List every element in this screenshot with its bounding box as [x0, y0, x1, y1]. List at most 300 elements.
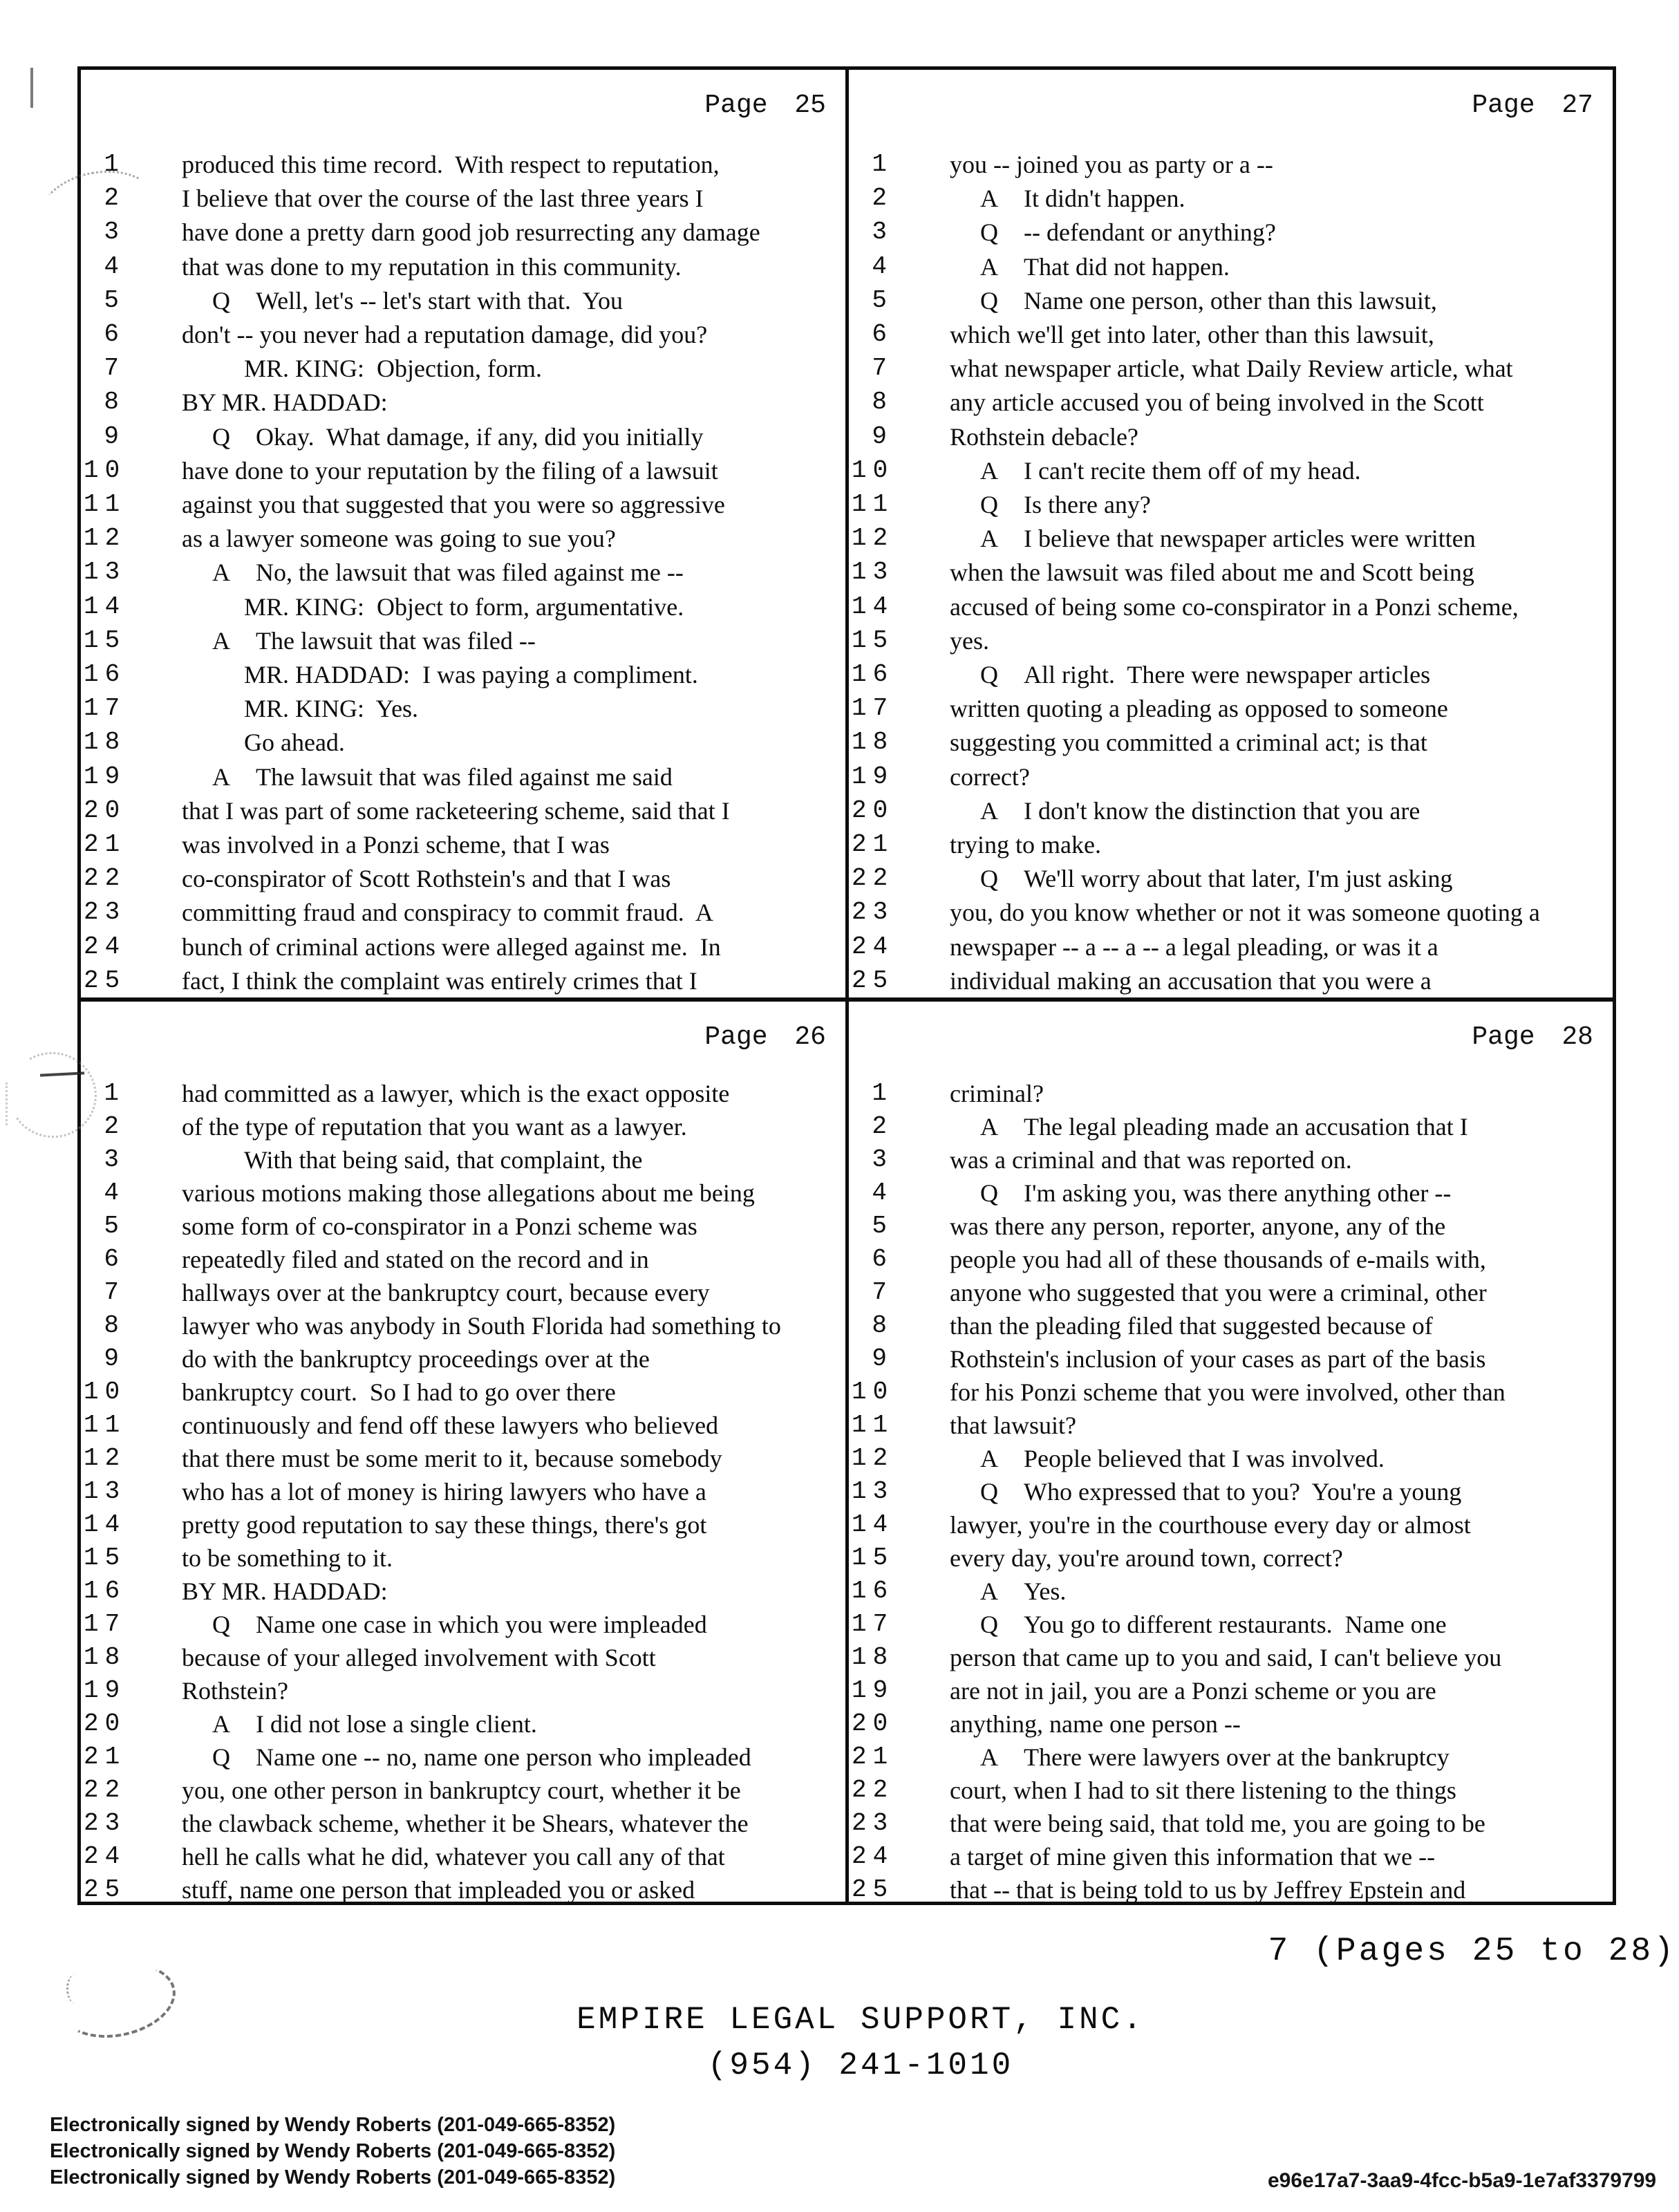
line-number: 17: [852, 694, 894, 723]
line-number: 25: [84, 1875, 126, 1904]
speaker-letter: A: [980, 1577, 998, 1605]
transcript-line: [849, 895, 1613, 930]
line-text: bunch of criminal actions were alleged against me. In: [182, 932, 721, 961]
line-number: 4: [872, 1179, 893, 1207]
transcript-line: [81, 147, 845, 182]
transcript-line: [81, 760, 845, 794]
transcript-line: [81, 1309, 845, 1343]
page-27-header: Page 27: [1472, 91, 1593, 120]
transcript-line: [849, 827, 1613, 862]
line-number: 23: [852, 1809, 894, 1837]
transcript-line: [81, 1076, 845, 1111]
transcript-line: [849, 1873, 1613, 1907]
line-text: what newspaper article, what Daily Review article, what: [950, 355, 1513, 383]
line-number: 16: [84, 660, 126, 688]
transcript-line: [81, 385, 845, 420]
speaker-letter: Q: [212, 1743, 230, 1771]
line-text: A There were lawyers over at the bankruptcy: [950, 1740, 1611, 1774]
line-number: 17: [852, 1610, 894, 1638]
line-number: 14: [84, 1510, 126, 1539]
line-text: pretty good reputation to say these things, there's got: [182, 1511, 707, 1539]
line-number: 24: [852, 932, 894, 961]
line-text: Q I'm asking you, was there anything other --: [950, 1176, 1611, 1210]
line-number: 20: [852, 796, 894, 825]
transcript-line: [81, 624, 845, 658]
transcript-four-up-grid: [77, 66, 1616, 1905]
line-number: 7: [872, 1278, 893, 1306]
transcript-line: [849, 1275, 1613, 1310]
transcript-line: [849, 250, 1613, 284]
line-text: do with the bankruptcy proceedings over at the: [182, 1345, 650, 1373]
speaker-letter: Q: [980, 491, 998, 518]
line-number: 19: [852, 762, 894, 791]
scan-artifact-loop: [53, 1953, 182, 2047]
line-number: 6: [104, 320, 125, 348]
speaker-letter: Q: [980, 1179, 998, 1207]
transcript-line: [81, 1375, 845, 1409]
line-text: A It didn't happen.: [950, 181, 1611, 216]
line-number: 24: [84, 1842, 126, 1871]
transcript-line: [849, 487, 1613, 522]
transcript-line: [81, 351, 845, 386]
line-number: 21: [84, 1743, 126, 1771]
page-26-header: Page 26: [704, 1022, 826, 1052]
line-text: A No, the lawsuit that was filed against me --: [182, 555, 844, 590]
line-number: 8: [104, 1311, 125, 1340]
line-text: committing fraud and conspiracy to commit fraud. A: [182, 899, 713, 927]
line-number: 6: [872, 1245, 893, 1273]
line-number: 20: [84, 796, 126, 825]
line-number: 10: [852, 456, 894, 485]
line-number: 13: [852, 558, 894, 587]
transcript-line: [849, 453, 1613, 488]
speaker-letter: Q: [980, 218, 998, 247]
transcript-line: [849, 657, 1613, 692]
transcript-line: [849, 1441, 1613, 1476]
transcript-line: [849, 1640, 1613, 1675]
transcript-line: [81, 1176, 845, 1210]
electronic-signature-line: Electronically signed by Wendy Roberts (201-049-665-8352): [50, 2114, 616, 2136]
line-number: 13: [84, 1477, 126, 1506]
speaker-letter: A: [980, 1743, 998, 1771]
transcript-line: [849, 385, 1613, 420]
line-text: A I don't know the distinction that you are: [950, 794, 1611, 828]
transcript-page-27: [849, 70, 1613, 997]
speaker-letter: A: [212, 762, 230, 791]
line-text: Q You go to different restaurants. Name one: [950, 1607, 1611, 1642]
transcript-line: [81, 1342, 845, 1376]
page-28-header: Page 28: [1472, 1022, 1593, 1052]
page-28-lines: [849, 1002, 1613, 1902]
transcript-line: [81, 1773, 845, 1808]
speaker-letter: Q: [212, 422, 230, 451]
line-text: A The legal pleading made an accusation that I: [950, 1109, 1611, 1144]
line-number: 21: [852, 830, 894, 859]
line-number: 11: [852, 1411, 894, 1439]
transcript-line: [849, 1143, 1613, 1177]
line-text: some form of co-conspirator in a Ponzi scheme was: [182, 1212, 697, 1240]
line-number: 23: [852, 898, 894, 927]
line-number: 11: [84, 1411, 126, 1439]
transcript-line: [81, 283, 845, 318]
line-text: are not in jail, you are a Ponzi scheme or you are: [950, 1677, 1436, 1705]
line-text: Q Name one case in which you were impleaded: [182, 1607, 844, 1642]
court-reporter-company: EMPIRE LEGAL SUPPORT, INC.: [576, 2002, 1145, 2038]
line-text: suggesting you committed a criminal act; is that: [950, 729, 1427, 757]
speaker-letter: Q: [980, 1611, 998, 1638]
line-number: 15: [84, 1544, 126, 1572]
line-text: Q We'll worry about that later, I'm just asking: [950, 861, 1611, 896]
line-text: With that being said, that complaint, the: [244, 1146, 643, 1174]
line-text: don't -- you never had a reputation damage, did you?: [182, 321, 708, 348]
line-number: 23: [84, 1809, 126, 1837]
line-text: that there must be some merit to it, because somebody: [182, 1445, 722, 1472]
transcript-line: [849, 420, 1613, 454]
line-number: 25: [852, 1875, 894, 1904]
speaker-letter: Q: [980, 865, 998, 893]
line-text: Q Okay. What damage, if any, did you initially: [182, 420, 844, 454]
transcript-line: [81, 420, 845, 454]
electronic-signature-line: Electronically signed by Wendy Roberts (201-049-665-8352): [50, 2140, 616, 2162]
line-text: A That did not happen.: [950, 250, 1611, 284]
line-number: 5: [104, 1212, 125, 1240]
line-number: 16: [852, 1577, 894, 1605]
line-number: 12: [84, 1444, 126, 1472]
line-number: 8: [104, 388, 125, 417]
line-number: 7: [104, 354, 125, 383]
line-number: 22: [852, 1776, 894, 1804]
line-text: criminal?: [950, 1080, 1044, 1107]
line-text: A People believed that I was involved.: [950, 1441, 1611, 1476]
line-text: Rothstein's inclusion of your cases as part of the basis: [950, 1345, 1486, 1373]
speaker-letter: Q: [212, 286, 230, 315]
transcript-line: [849, 181, 1613, 216]
transcript-line: [81, 1839, 845, 1874]
line-text: anyone who suggested that you were a criminal, other: [950, 1279, 1487, 1306]
line-text: of the type of reputation that you want as a lawyer.: [182, 1113, 687, 1141]
line-number: 6: [872, 320, 893, 348]
speaker-letter: A: [980, 252, 998, 281]
line-text: various motions making those allegations about me being: [182, 1179, 755, 1207]
transcript-line: [849, 1806, 1613, 1841]
line-text: yes.: [950, 626, 989, 655]
line-number: 15: [84, 626, 126, 655]
line-number: 8: [872, 1311, 893, 1340]
line-number: 1: [872, 150, 893, 178]
line-text: Go ahead.: [244, 729, 345, 757]
transcript-line: [849, 1839, 1613, 1874]
line-text: Q -- defendant or anything?: [950, 215, 1611, 250]
transcript-line: [849, 1740, 1613, 1774]
transcript-line: [81, 1143, 845, 1177]
line-text: was involved in a Ponzi scheme, that I was: [182, 831, 610, 859]
line-text: Rothstein?: [182, 1677, 288, 1705]
line-text: repeatedly filed and stated on the record and in: [182, 1246, 649, 1273]
transcript-line: [81, 1574, 845, 1609]
line-number: 25: [84, 966, 126, 995]
speaker-letter: A: [212, 559, 230, 587]
page-26-lines: [81, 1002, 845, 1902]
line-text: co-conspirator of Scott Rothstein's and that I was: [182, 865, 671, 893]
transcript-line: [849, 147, 1613, 182]
line-number: 2: [872, 1112, 893, 1141]
line-text: correct?: [950, 762, 1030, 791]
line-number: 24: [852, 1842, 894, 1871]
line-text: accused of being some co-conspirator in a Ponzi scheme,: [950, 592, 1519, 621]
transcript-line: [81, 1640, 845, 1675]
line-number: 22: [84, 1776, 126, 1804]
line-text: Rothstein debacle?: [950, 422, 1138, 451]
line-number: 18: [852, 1643, 894, 1671]
speaker-letter: A: [212, 626, 230, 655]
line-text: bankruptcy court. So I had to go over there: [182, 1378, 616, 1406]
transcript-line: [849, 1674, 1613, 1708]
transcript-line: [849, 215, 1613, 250]
transcript-line: [81, 1740, 845, 1774]
line-number: 24: [84, 932, 126, 961]
line-text: MR. KING: Objection, form.: [244, 355, 542, 383]
transcript-line: [849, 1076, 1613, 1111]
line-text: written quoting a pleading as opposed to someone: [950, 695, 1448, 723]
line-text: A I did not lose a single client.: [182, 1707, 844, 1741]
line-text: to be something to it.: [182, 1544, 393, 1572]
speaker-letter: Q: [980, 1478, 998, 1506]
line-text: individual making an accusation that you were a: [950, 966, 1432, 995]
line-text: than the pleading filed that suggested because of: [950, 1312, 1433, 1340]
transcript-line: [849, 521, 1613, 556]
transcript-line: [81, 1109, 845, 1144]
transcript-line: [849, 1209, 1613, 1244]
transcript-line: [81, 317, 845, 352]
transcript-line: [81, 521, 845, 556]
transcript-line: [81, 215, 845, 250]
transcript-line: [849, 1508, 1613, 1542]
transcript-line: [849, 725, 1613, 760]
sheet-page-label: 7 (Pages 25 to 28): [1268, 1933, 1676, 1970]
line-number: 1: [104, 1079, 125, 1107]
line-number: 14: [84, 592, 126, 621]
line-text: when the lawsuit was filed about me and Scott being: [950, 559, 1474, 587]
line-text: you -- joined you as party or a --: [950, 151, 1273, 178]
transcript-line: [81, 487, 845, 522]
transcript-line: [849, 861, 1613, 896]
line-text: court, when I had to sit there listening to the things: [950, 1777, 1456, 1804]
transcript-line: [81, 861, 845, 896]
transcript-line: [849, 317, 1613, 352]
transcript-line: [81, 1242, 845, 1277]
line-number: 25: [852, 966, 894, 995]
court-reporter-phone: (954) 241-1010: [707, 2047, 1014, 2083]
scan-artifact-edge-mark: [30, 68, 33, 108]
transcript-line: [81, 1275, 845, 1310]
line-number: 3: [872, 1145, 893, 1174]
line-number: 14: [852, 1510, 894, 1539]
transcript-page-28: [849, 1002, 1613, 1902]
line-text: every day, you're around town, correct?: [950, 1544, 1343, 1572]
speaker-letter: A: [980, 1113, 998, 1141]
page-25-header: Page 25: [704, 91, 826, 120]
electronic-signature-line: Electronically signed by Wendy Roberts (201-049-665-8352): [50, 2166, 616, 2188]
line-number: 16: [852, 660, 894, 688]
transcript-line: [849, 1474, 1613, 1509]
line-number: 4: [104, 1179, 125, 1207]
transcript-line: [81, 590, 845, 624]
line-text: continuously and fend off these lawyers who believed: [182, 1412, 719, 1439]
line-number: 22: [84, 864, 126, 893]
line-number: 5: [872, 285, 893, 315]
line-text: had committed as a lawyer, which is the exact opposite: [182, 1080, 730, 1107]
line-text: anything, name one person --: [950, 1710, 1241, 1738]
line-text: trying to make.: [950, 831, 1101, 859]
line-text: any article accused you of being involved in the Scott: [950, 388, 1484, 417]
speaker-letter: A: [980, 185, 998, 213]
line-number: 20: [852, 1709, 894, 1738]
line-text: that -- that is being told to us by Jeffrey Epstein and: [950, 1876, 1466, 1904]
transcript-line: [81, 1674, 845, 1708]
line-text: lawyer who was anybody in South Florida had something to: [182, 1312, 781, 1340]
speaker-letter: A: [980, 525, 998, 553]
line-text: BY MR. HADDAD:: [182, 1577, 388, 1605]
line-text: against you that suggested that you were so aggressive: [182, 491, 725, 518]
page-25-lines: [81, 70, 845, 997]
transcript-line: [81, 657, 845, 692]
line-number: 10: [852, 1378, 894, 1406]
line-text: Q Who expressed that to you? You're a young: [950, 1474, 1611, 1509]
line-number: 14: [852, 592, 894, 621]
line-number: 19: [84, 762, 126, 791]
line-text: a target of mine given this information that we --: [950, 1843, 1436, 1871]
line-text: A The lawsuit that was filed against me said: [182, 760, 844, 794]
line-number: 5: [104, 285, 125, 315]
line-text: for his Ponzi scheme that you were involved, other than: [950, 1378, 1506, 1406]
transcript-line: [849, 1541, 1613, 1575]
line-number: 3: [104, 218, 125, 247]
line-number: 9: [872, 422, 893, 451]
line-text: who has a lot of money is hiring lawyers who have a: [182, 1478, 706, 1506]
line-number: 22: [852, 864, 894, 893]
transcript-line: [849, 1309, 1613, 1343]
line-number: 9: [872, 1344, 893, 1373]
transcript-line: [81, 1873, 845, 1907]
speaker-letter: A: [212, 1710, 230, 1738]
line-text: MR. KING: Object to form, argumentative.: [244, 592, 684, 621]
line-text: hell he calls what he did, whatever you call any of that: [182, 1843, 725, 1871]
scan-artifact-dots: [6, 1082, 8, 1125]
line-text: person that came up to you and said, I can't believe you: [950, 1644, 1502, 1671]
line-number: 19: [84, 1676, 126, 1705]
line-text: A Yes.: [950, 1574, 1611, 1609]
transcript-line: [849, 1607, 1613, 1642]
line-number: 9: [104, 422, 125, 451]
line-number: 13: [84, 558, 126, 587]
speaker-letter: Q: [980, 661, 998, 688]
transcript-line: [849, 1707, 1613, 1741]
line-number: 18: [84, 1643, 126, 1671]
line-number: 10: [84, 1378, 126, 1406]
transcript-page-25: [81, 70, 845, 997]
transcript-line: [81, 1707, 845, 1741]
line-number: 15: [852, 1544, 894, 1572]
line-text: I believe that over the course of the last three years I: [182, 185, 704, 213]
line-text: Q Well, let's -- let's start with that. You: [182, 283, 844, 318]
transcript-line: [849, 1574, 1613, 1609]
line-number: 17: [84, 1610, 126, 1638]
transcript-line: [849, 794, 1613, 828]
line-text: have done a pretty darn good job resurrecting any damage: [182, 218, 760, 247]
line-text: A The lawsuit that was filed --: [182, 624, 844, 658]
line-number: 18: [84, 728, 126, 757]
transcript-line: [81, 1607, 845, 1642]
line-text: A I believe that newspaper articles were written: [950, 521, 1611, 556]
line-number: 2: [872, 184, 893, 213]
transcript-line: [849, 760, 1613, 794]
transcript-line: [849, 1176, 1613, 1210]
line-number: 3: [872, 218, 893, 247]
transcript-line: [81, 964, 845, 998]
line-number: 4: [104, 252, 125, 281]
transcript-line: [849, 1109, 1613, 1144]
line-number: 18: [852, 728, 894, 757]
transcript-line: [81, 691, 845, 726]
transcript-line: [849, 1408, 1613, 1443]
transcript-line: [849, 624, 1613, 658]
line-text: the clawback scheme, whether it be Shears, whatever the: [182, 1810, 749, 1837]
line-number: 15: [852, 626, 894, 655]
line-number: 20: [84, 1709, 126, 1738]
line-number: 6: [104, 1245, 125, 1273]
line-text: you, one other person in bankruptcy court, whether it be: [182, 1777, 741, 1804]
transcript-line: [849, 590, 1613, 624]
line-text: fact, I think the complaint was entirely crimes that I: [182, 966, 697, 995]
line-text: that was done to my reputation in this community.: [182, 252, 682, 281]
line-text: A I can't recite them off of my head.: [950, 453, 1611, 488]
line-text: was there any person, reporter, anyone, any of the: [950, 1212, 1446, 1240]
line-text: Q Is there any?: [950, 487, 1611, 522]
line-text: that were being said, that told me, you are going to be: [950, 1810, 1485, 1837]
transcript-line: [81, 1474, 845, 1509]
transcript-line: [81, 1508, 845, 1542]
line-text: which we'll get into later, other than this lawsuit,: [950, 321, 1434, 348]
line-text: was a criminal and that was reported on.: [950, 1146, 1352, 1174]
line-number: 23: [84, 898, 126, 927]
scan-artifact-tick: [66, 1974, 84, 2003]
transcript-line: [81, 827, 845, 862]
line-number: 21: [84, 830, 126, 859]
transcript-page-26: [81, 1002, 845, 1902]
line-number: 7: [104, 1278, 125, 1306]
transcript-line: [81, 453, 845, 488]
line-number: 12: [852, 1444, 894, 1472]
transcript-line: [849, 555, 1613, 590]
line-number: 2: [104, 1112, 125, 1141]
line-text: as a lawyer someone was going to sue you?: [182, 525, 616, 553]
line-text: have done to your reputation by the filing of a lawsuit: [182, 456, 718, 485]
transcript-line: [849, 1773, 1613, 1808]
speaker-letter: A: [980, 796, 998, 825]
line-number: 3: [104, 1145, 125, 1174]
transcript-line: [849, 930, 1613, 964]
line-number: 5: [872, 1212, 893, 1240]
line-number: 19: [852, 1676, 894, 1705]
transcript-line: [81, 250, 845, 284]
line-text: BY MR. HADDAD:: [182, 388, 388, 417]
line-number: 13: [852, 1477, 894, 1506]
transcript-line: [849, 283, 1613, 318]
line-number: 4: [872, 252, 893, 281]
transcript-line: [849, 351, 1613, 386]
line-number: 9: [104, 1344, 125, 1373]
line-number: 21: [852, 1743, 894, 1771]
